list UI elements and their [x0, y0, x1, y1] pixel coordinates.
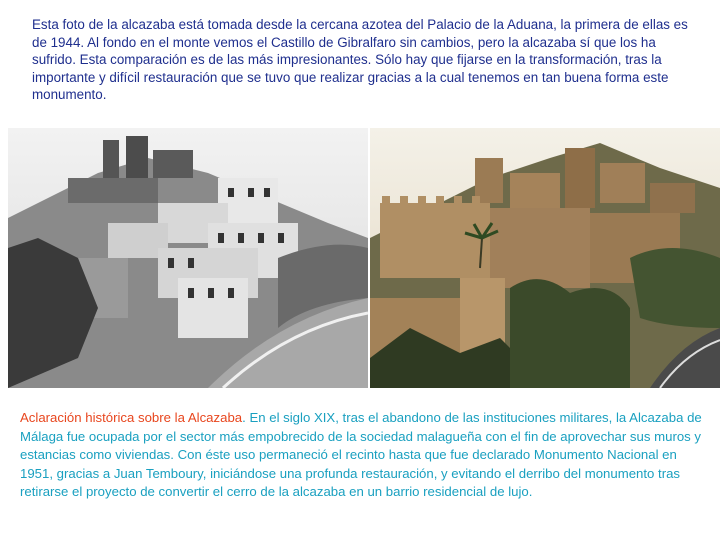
note-body: En el siglo XIX, tras el abandono de las instituciones militares, la Alcazaba de Málaga fue ocupada por el sector más empobrecido de la sociedad malagueña con el fin de aprovechar sus muros y estancias como viviendas. Con éste uso permaneció el recinto hasta que fue declarado Monumento Nacional en 1951, gracias a Juan Temboury, iniciándose una profunda restauración, y evitando el derribo del monumento tras retirarse el proyecto de convertir el cerro de la alcazaba en un barrio residencial de lujo.	[20, 410, 702, 500]
note-lead: Aclaración histórica sobre la Alcazaba	[20, 410, 243, 425]
intro-paragraph: Esta foto de la alcazaba está tomada desde la cercana azotea del Palacio de la Aduana, la primera de ellas es de 1944. Al fondo en el monte vemos el Castillo de Gibralfaro sin cambios, pero la alcazaba sí que los ha sufrido. Esta comparación es de las más impresionantes. Sólo hay que fijarse en la transformación, tras la importante y difícil restauración que se tuvo que realizar gracias a la cual tenemos en tan buena forma este monumento.	[32, 17, 688, 102]
historic-photo-1944	[8, 128, 368, 388]
historic-alcazaba-image	[8, 128, 368, 388]
modern-photo-restored	[370, 128, 720, 388]
historical-note	[20, 409, 710, 502]
restored-alcazaba-image	[370, 128, 720, 388]
note-separator: .	[242, 410, 250, 425]
